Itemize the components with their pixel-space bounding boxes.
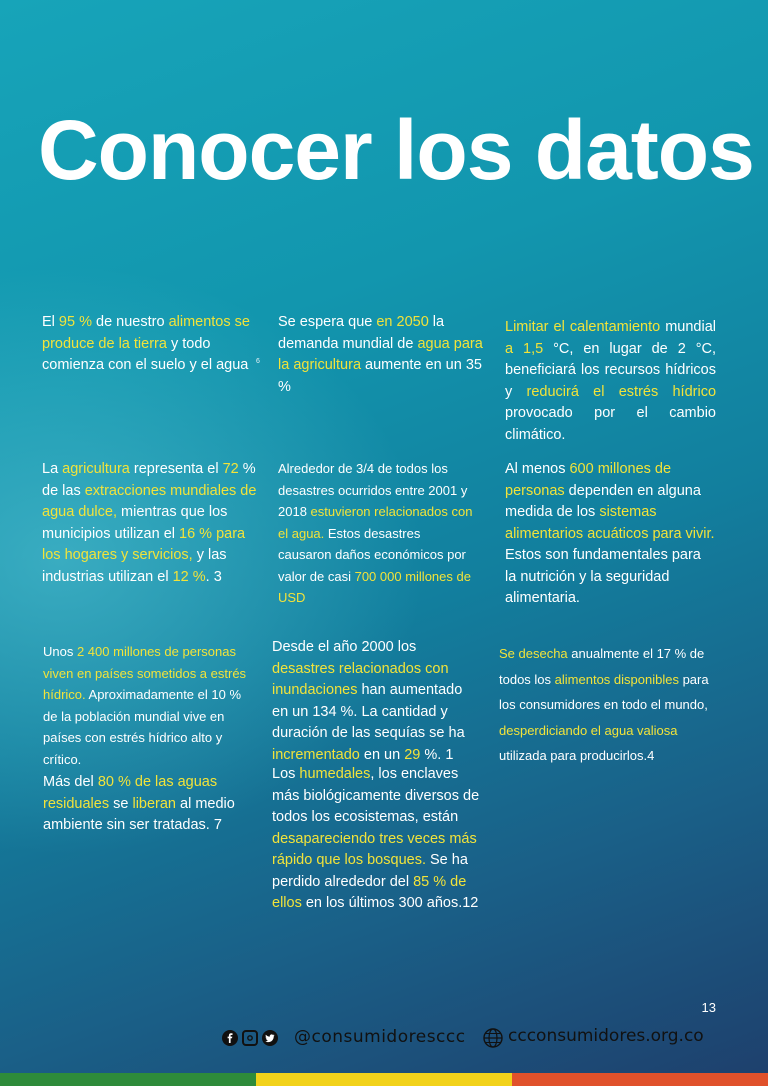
social-handle[interactable]: @consumidoresccc [294, 1027, 466, 1047]
highlight-text: desapareciendo tres veces más rápido que los bosques. [272, 830, 477, 868]
highlight-text: agua para la agricultura [278, 335, 483, 373]
fact-water-demand-2050: Se espera que en 2050 la demanda mundial de agua para la agricultura aumente en un 35 % [278, 314, 483, 395]
highlight-text: alimentos se produce de la tierra [42, 314, 250, 352]
highlight-text: incrementado [272, 746, 360, 763]
highlight-text: humedales [299, 766, 371, 782]
fact-warming-limit: Limitar el calentamiento mundial a 1,5 °C, en lugar de 2 °C, beneficiará los recursos hídricos y reducirá el estrés hídrico provocado por el cambio climático. [505, 319, 717, 443]
highlight-text: 16 % para los hogares y servicios, [42, 525, 246, 563]
fact-wetlands: Los humedales, los enclaves más biológicamente diversos de todos los ecosistemas, están desapareciendo tres veces más rápido que los bosques. Se ha perdido alrededor del 85 % de ellos en los últimos 300 años.12 [272, 766, 480, 911]
highlight-text: desastres relacionados con inundaciones [272, 660, 449, 698]
highlight-text: desperdiciando el agua valiosa [499, 722, 678, 738]
website-link[interactable]: ccconsumidores.org.co [508, 1026, 704, 1046]
highlight-text: alimentos disponibles [554, 671, 679, 687]
highlight-text: estuvieron relacionados con el agua. [278, 504, 473, 541]
fact-flood-disasters: Desde el año 2000 los desastres relacionados con inundaciones han aumentado en un 134 %. La cantidad y duración de las sequías se ha incrementado en un 29 %. 1 [272, 639, 465, 763]
instagram-icon[interactable] [242, 1030, 258, 1046]
fact-wastewater: Más del 80 % de las aguas residuales se liberan al medio ambiente sin ser tratadas. 7 [43, 774, 235, 833]
highlight-text: 95 % [58, 314, 92, 330]
highlight-text: Se desecha [499, 646, 568, 661]
highlight-text: 29 [404, 746, 421, 763]
highlight-text: 2 400 millones de personas viven en países sometidos a estrés hídrico. [43, 644, 247, 702]
highlight-text: 700 000 millones de USD [278, 568, 471, 605]
fact-aquatic-food-systems: Al menos 600 millones de personas dependen en alguna medida de los sistemas alimentarios acuáticos para vivir. Estos son fundamentales para la nutrición y la seguridad alimentaria. [505, 461, 715, 606]
fact-agriculture-withdrawals: La agricultura representa el 72 % de las extracciones mundiales de agua dulce, mientras que los municipios utilizan el 16 % para los hogares y servicios, y las industrias utilizan el 12 %. 3 [42, 461, 257, 585]
highlight-text: en 2050 [376, 314, 429, 330]
highlight-text: reducirá el estrés hídrico [526, 383, 717, 400]
page-title: Conocer los datos [38, 103, 754, 197]
fact-water-disasters: Alrededor de 3/4 de todos los desastres ocurridos entre 2001 y 2018 estuvieron relacionados con el agua. Estos desastres causaron daños económicos por valor de casi 700 000 millones de USD [278, 461, 473, 605]
highlight-text: extracciones mundiales de agua dulce, [42, 482, 257, 520]
fact-water-stress: Unos 2 400 millones de personas viven en países sometidos a estrés hídrico. Aproximadamente el 10 % de la población mundial vive en países con estrés hídrico alto y crítico. [43, 644, 247, 767]
highlight-text: 72 [222, 461, 239, 477]
footer-bar-orange [512, 1073, 768, 1086]
highlight-text: 85 % de ellos [272, 873, 467, 911]
social-icons [222, 1030, 278, 1046]
highlight-text: 600 millones de personas [505, 461, 672, 499]
footnote-marker: 6 [256, 358, 260, 365]
highlight-text: liberan [132, 795, 176, 812]
highlight-text: 80 % de las aguas residuales [43, 774, 218, 812]
fact-food-waste: Se desecha anualmente el 17 % de todos los alimentos disponibles para los consumidores en todo el mundo, desperdiciando el agua valiosa utilizada para producirlos.4 [499, 646, 709, 763]
footer-bar-yellow [256, 1073, 512, 1086]
footer-bar-green [0, 1073, 256, 1086]
facebook-icon[interactable] [222, 1030, 238, 1046]
highlight-text: a 1,5 [505, 340, 544, 357]
highlight-text: 12 % [172, 568, 206, 585]
page-number: 13 [701, 1000, 716, 1015]
twitter-icon[interactable] [262, 1030, 278, 1046]
highlight-text: sistemas alimentarios acuáticos para vivir. [505, 504, 715, 542]
highlight-text: agricultura [62, 461, 130, 477]
fact-soil-water: El 95 % de nuestro alimentos se produce de la tierra y todo comienza con el suelo y el agua [42, 314, 250, 373]
globe-icon [482, 1027, 504, 1049]
highlight-text: Limitar el calentamiento [505, 319, 661, 335]
